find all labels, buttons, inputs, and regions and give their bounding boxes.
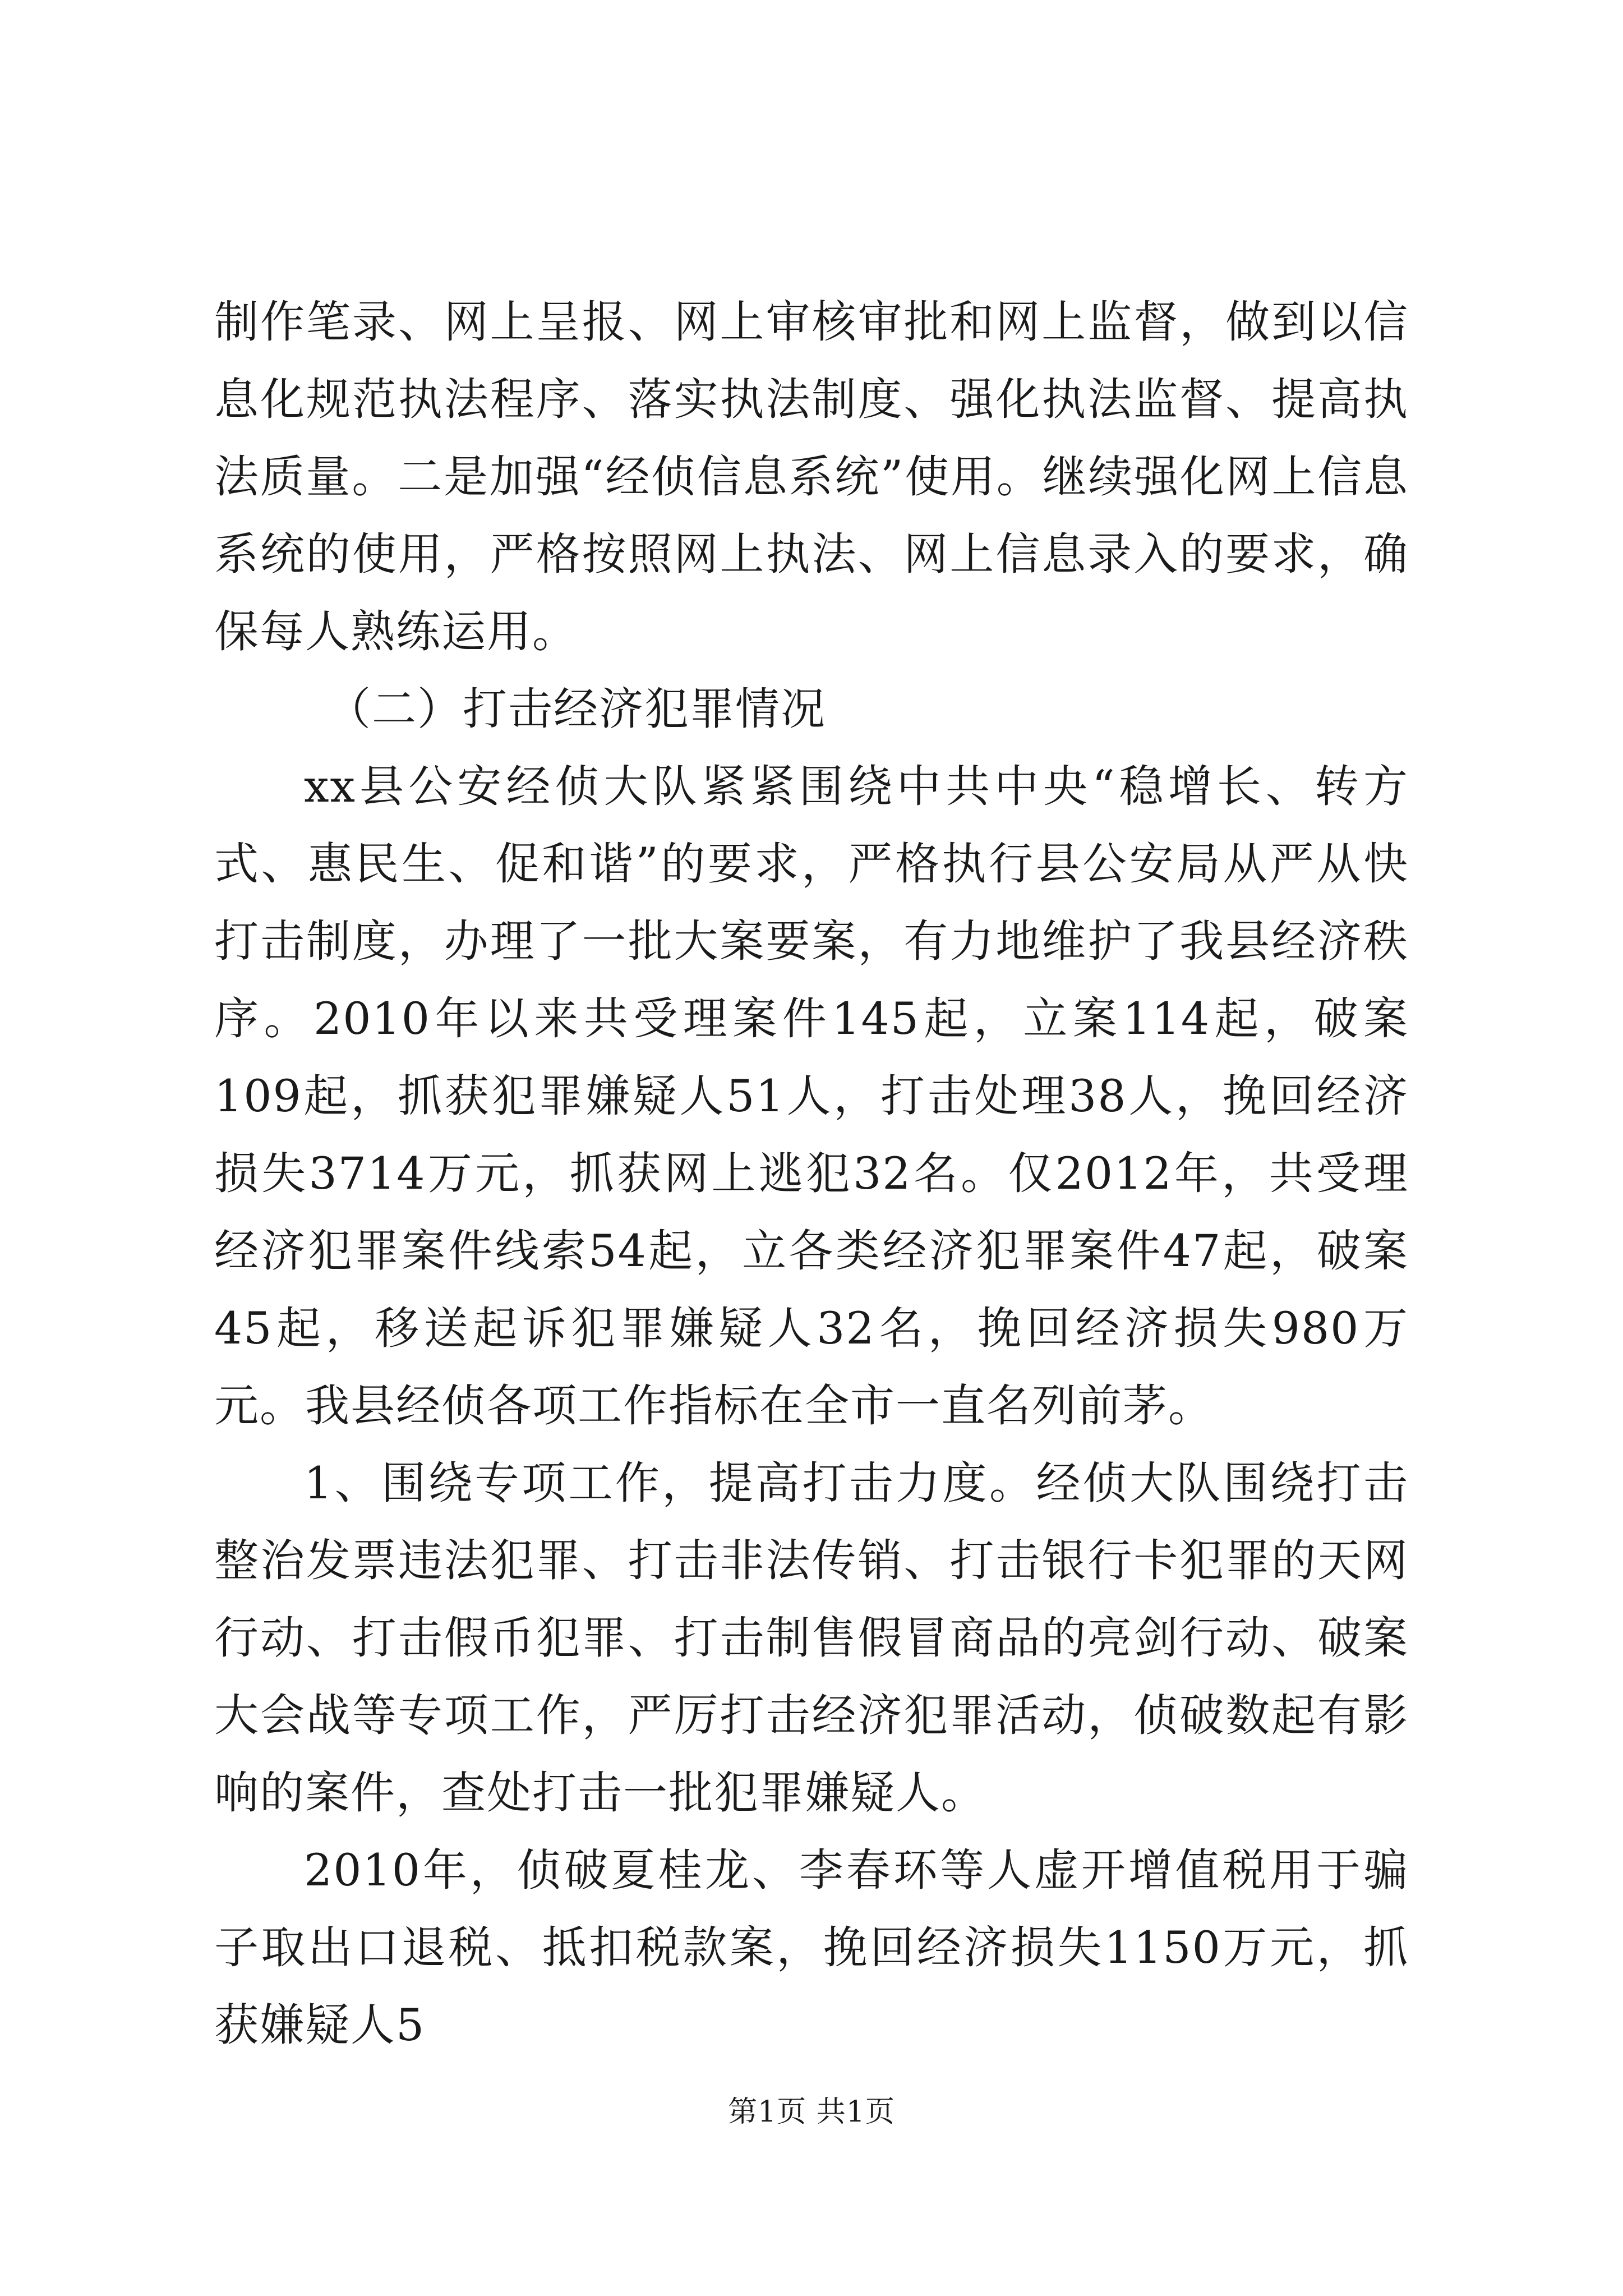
document-body [214, 283, 1409, 2064]
paragraph-system-usage: 制作笔录、网上呈报、网上审核审批和网上监督，做到以信息化规范执法程序、落实执法制度、强化执法监督、提高执法质量。二是加强“经侦信息系统”使用。继续强化网上信息系统的使用，严格按照网上执法、网上信息录入的要求，确保每人熟练运用。 [214, 296, 1409, 657]
page-footer: 第1页 共1页 [728, 2095, 895, 2129]
paragraph-special-operations: 1、围绕专项工作，提高打击力度。经侦大队围绕打击整治发票违法犯罪、打击非法传销、打击银行卡犯罪的天网行动、打击假币犯罪、打击制售假冒商品的亮剑行动、破案大会战等专项工作，严厉打击经济犯罪活动，侦破数起有影响的案件，查处打击一批犯罪嫌疑人。 [214, 1457, 1409, 1819]
paragraph-crime-statistics: xx县公安经侦大队紧紧围绕中共中央“稳增长、转方式、惠民生、促和谐”的要求，严格执行县公安局从严从快打击制度，办理了一批大案要案，有力地维护了我县经济秩序。2010年以来共受理案件145起，立案114起，破案109起，抓获犯罪嫌疑人51人，打击处理38人，挽回经济损失3714万元，抓获网上逃犯32名。仅2012年，共受理经济犯罪案件线索54起，立各类经济犯罪案件47起，破案45起，移送起诉犯罪嫌疑人32名，挽回经济损失980万元。我县经侦各项工作指标在全市一直名列前茅。 [214, 761, 1409, 1432]
section-heading-economic-crime: （二）打击经济犯罪情况 [326, 683, 826, 735]
paragraph-2010-case: 2010年，侦破夏桂龙、李春环等人虚开增值税用于骗子取出口退税、抵扣税款案，挽回经济损失1150万元，抓获嫌疑人5 [214, 1844, 1409, 2051]
